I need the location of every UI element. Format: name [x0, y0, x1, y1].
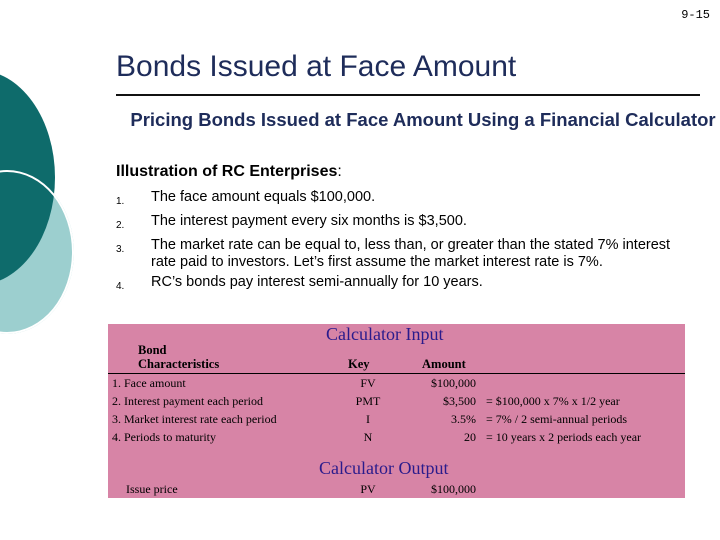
illustration-label: Illustration of RC Enterprises — [116, 163, 338, 180]
header-divider — [108, 373, 685, 374]
row-note: = 7% / 2 semi-annual periods — [486, 412, 628, 426]
calculator-input-heading: Calculator Input — [326, 324, 444, 344]
list-number: 2. — [116, 220, 125, 231]
list-number: 1. — [116, 196, 125, 207]
bond-header-line2: Characteristics — [138, 357, 220, 371]
calculator-table — [108, 324, 685, 498]
row-amount: $3,500 — [443, 394, 476, 408]
row-note: = 10 years x 2 periods each year — [486, 430, 642, 444]
page-number: 9-15 — [681, 8, 710, 22]
list-item — [116, 189, 686, 210]
key-header: Key — [348, 357, 370, 371]
decorative-circle-outline — [0, 170, 74, 334]
row-note: = $100,000 x 7% x 1/2 year — [486, 394, 620, 408]
row-label: 4. Periods to maturity — [112, 430, 216, 444]
list-item — [116, 213, 686, 234]
slide-title: Bonds Issued at Face Amount — [116, 50, 517, 83]
list-item — [116, 237, 686, 271]
assumption-list — [116, 189, 686, 298]
amount-header: Amount — [422, 357, 466, 371]
output-key: PV — [360, 482, 376, 496]
calculator-output-heading: Calculator Output — [319, 458, 449, 478]
row-label: 2. Interest payment each period — [112, 394, 263, 408]
row-key: PMT — [355, 394, 381, 408]
row-key: FV — [360, 376, 376, 390]
list-text: The market rate can be equal to, less than, or greater than the stated 7% interest rate paid to investors. Let’s first assume the market interest rate is 7%. — [151, 237, 671, 270]
list-text: The face amount equals $100,000. — [151, 189, 376, 205]
list-item — [116, 274, 686, 295]
row-label: 3. Market interest rate each period — [112, 412, 277, 426]
illustration-colon: : — [337, 163, 342, 180]
illustration-intro — [116, 163, 342, 181]
list-text: RC’s bonds pay interest semi-annually for 10 years. — [151, 274, 483, 290]
row-label: 1. Face amount — [112, 376, 186, 390]
list-number: 3. — [116, 244, 125, 255]
slide-subtitle: Pricing Bonds Issued at Face Amount Using a Financial Calculator — [130, 109, 716, 130]
output-label: Issue price — [126, 482, 178, 496]
row-amount: 20 — [464, 430, 476, 444]
bond-characteristics-header — [138, 343, 219, 371]
row-amount: 3.5% — [451, 412, 476, 426]
list-text: The interest payment every six months is $3,500. — [151, 213, 467, 229]
row-key: I — [366, 412, 370, 426]
output-amount: $100,000 — [431, 482, 476, 496]
list-number: 4. — [116, 281, 125, 292]
title-divider — [116, 94, 700, 96]
row-key: N — [363, 430, 373, 444]
row-amount: $100,000 — [431, 376, 476, 390]
bond-header-line1: Bond — [138, 343, 167, 357]
